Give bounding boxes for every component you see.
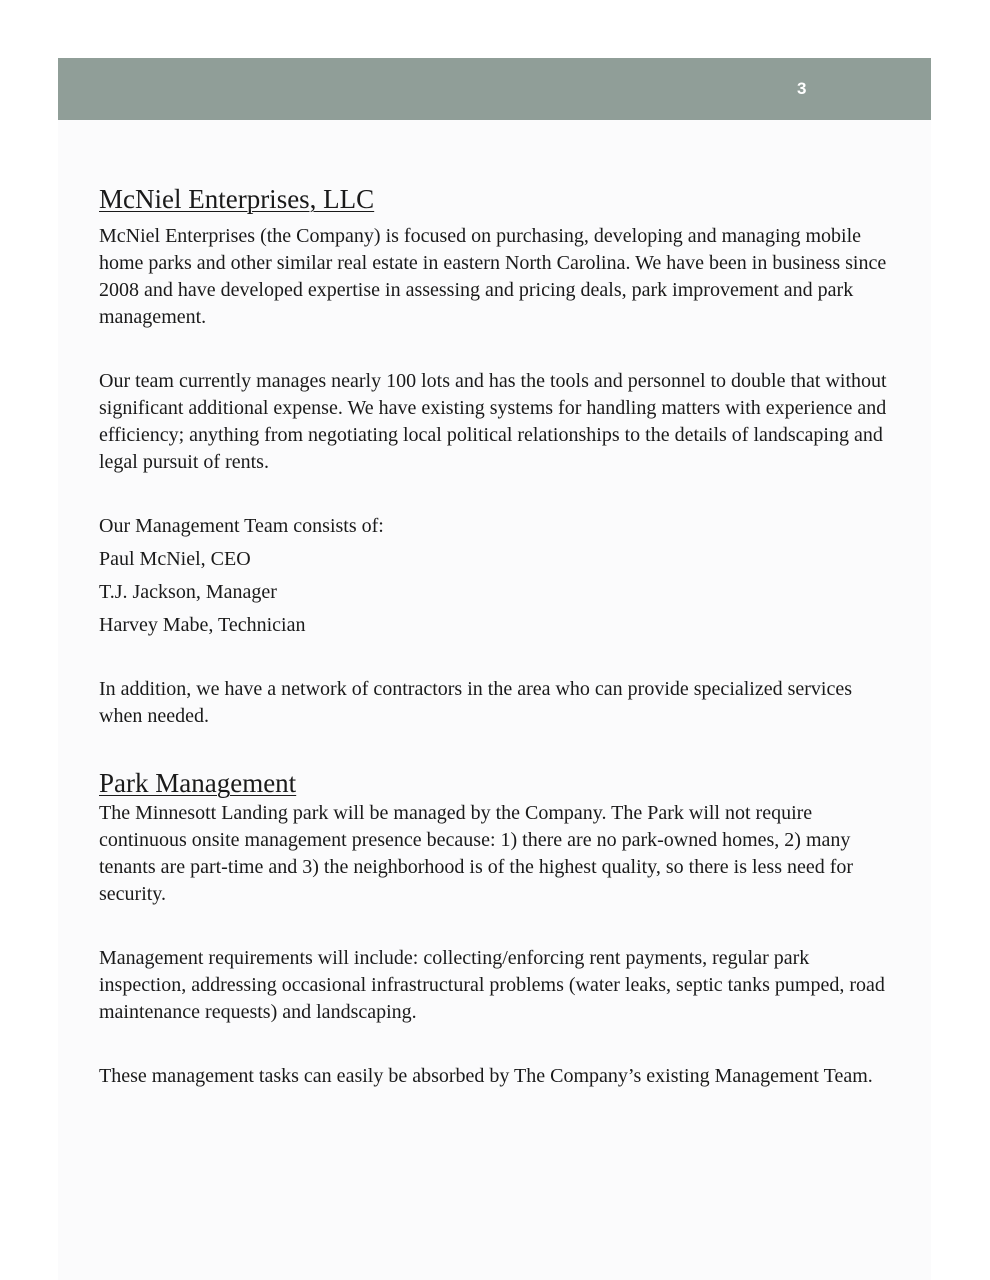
- page-number: 3: [797, 79, 807, 98]
- section-heading-company: McNiel Enterprises, LLC: [99, 184, 375, 214]
- company-intro-paragraph: McNiel Enterprises (the Company) is focused on purchasing, developing and managing mobile home parks and other similar real estate in eastern North Carolina. We have been in business since 2008 and have developed expertise in assessing and pricing deals, park improvement and park management.: [99, 225, 887, 328]
- section-heading-park-management: Park Management: [99, 768, 297, 798]
- team-member: Paul McNiel, CEO: [99, 548, 251, 570]
- management-requirements-paragraph: Management requirements will include: collecting/enforcing rent payments, regular park inspection, addressing occasional infrastructural problems (water leaks, septic tanks pumped, road maintenance requests) and landscaping.: [99, 947, 885, 1023]
- team-member: T.J. Jackson, Manager: [99, 581, 277, 603]
- contractors-paragraph: In addition, we have a network of contractors in the area who can provide specialized services when needed.: [99, 678, 853, 727]
- team-intro: Our Management Team consists of:: [99, 515, 384, 537]
- management-tasks-paragraph: These management tasks can easily be absorbed by The Company’s existing Management Team.: [99, 1065, 873, 1087]
- park-management-paragraph: The Minnesott Landing park will be managed by the Company. The Park will not require continuous onsite management presence because: 1) there are no park-owned homes, 2) many tenants are part-time and 3) the neighborhood is of the highest quality, so there is less need for security.: [99, 802, 854, 905]
- company-team-paragraph: Our team currently manages nearly 100 lots and has the tools and personnel to double that without significant additional expense. We have existing systems for handling matters with experience and efficiency; anything from negotiating local political relationships to the details of landscaping and legal pursuit of rents.: [99, 370, 887, 473]
- document-body: [99, 182, 889, 1090]
- team-member: Harvey Mabe, Technician: [99, 614, 306, 636]
